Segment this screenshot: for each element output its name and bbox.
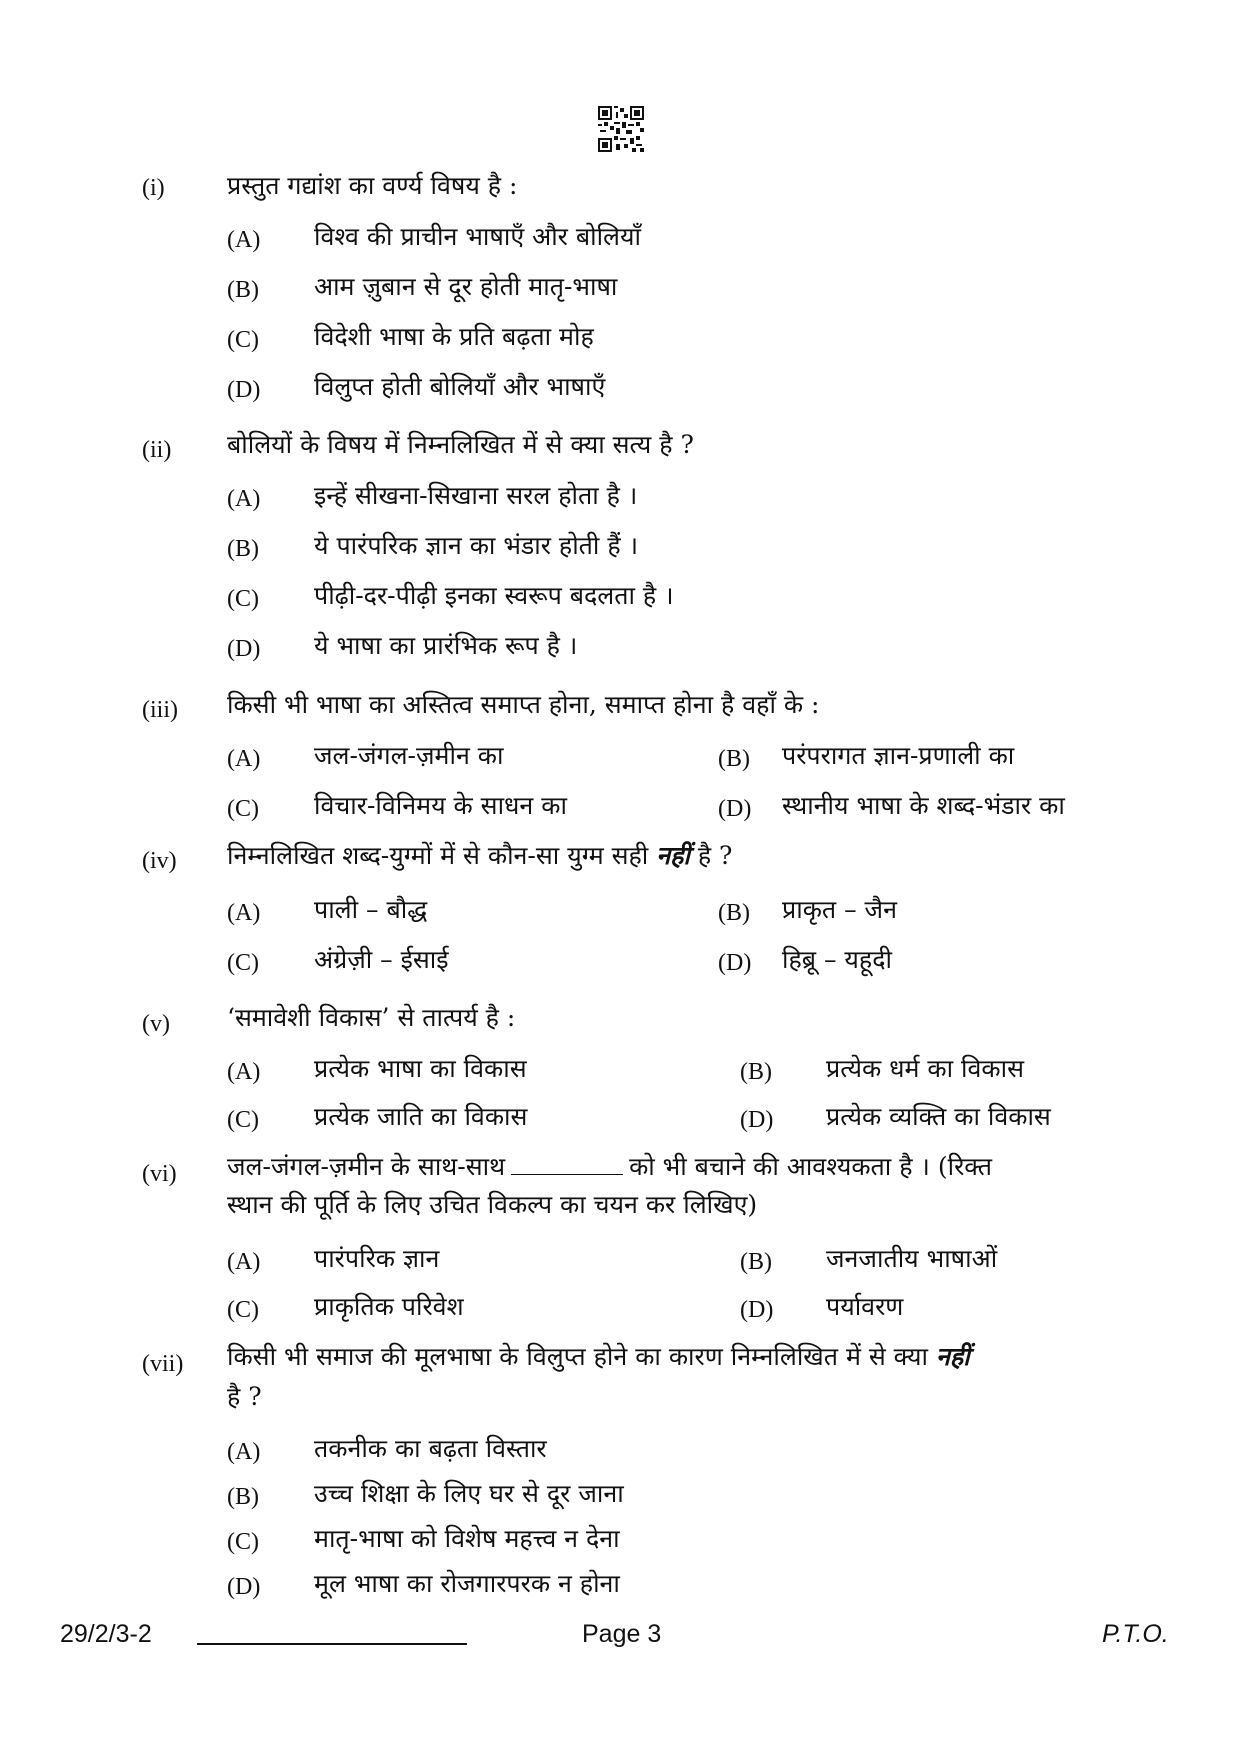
option-label: (C): [227, 1107, 259, 1133]
footer-divider: [197, 1643, 467, 1645]
question-stem-line2: है ?: [227, 1382, 262, 1411]
emphasis-not: नहीं: [935, 1342, 970, 1371]
question-number: (v): [142, 1011, 170, 1037]
option-label: (C): [227, 327, 259, 353]
option-text: जनजातीय भाषाओं: [826, 1244, 998, 1273]
option-text: आम ज़ुबान से दूर होती मातृ-भाषा: [314, 272, 618, 301]
option-label: (B): [718, 746, 750, 772]
question-number: (iv): [142, 848, 177, 874]
option-text: विचार-विनिमय के साधन का: [314, 791, 567, 820]
option-text: स्थानीय भाषा के शब्द-भंडार का: [782, 791, 1065, 820]
pto-note: P.T.O.: [1102, 1620, 1169, 1648]
option-text: मातृ-भाषा को विशेष महत्त्व न देना: [314, 1524, 620, 1553]
option-label: (B): [740, 1059, 772, 1085]
question-stem: किसी भी भाषा का अस्तित्व समाप्त होना, समाप्त होना है वहाँ के :: [227, 690, 820, 719]
option-label: (A): [227, 1059, 261, 1085]
option-text: परंपरागत ज्ञान-प्रणाली का: [782, 741, 1015, 770]
option-label: (B): [227, 536, 259, 562]
option-label: (A): [227, 1439, 261, 1465]
option-text: पाली – बौद्ध: [314, 895, 428, 924]
question-stem: निम्नलिखित शब्द-युग्मों में से कौन-सा युग्म सही नहीं है ?: [227, 841, 733, 870]
question-stem: प्रस्तुत गद्यांश का वर्ण्य विषय है :: [227, 171, 518, 200]
option-label: (A): [227, 900, 261, 926]
question-number: (i): [142, 175, 165, 201]
question-stem: जल-जंगल-ज़मीन के साथ-साथ को भी बचाने की आवश्यकता है । (रिक्त: [227, 1152, 992, 1181]
option-text: विदेशी भाषा के प्रति बढ़ता मोह: [314, 322, 594, 351]
option-text: ये पारंपरिक ज्ञान का भंडार होती हैं ।: [314, 531, 639, 560]
option-label: (A): [227, 1249, 261, 1275]
question-number: (vi): [142, 1161, 177, 1187]
option-text: मूल भाषा का रोजगारपरक न होना: [314, 1569, 620, 1598]
option-text: प्रत्येक भाषा का विकास: [314, 1054, 527, 1083]
option-label: (A): [227, 746, 261, 772]
option-text: ये भाषा का प्रारंभिक रूप है ।: [314, 631, 578, 660]
question-number: (vii): [142, 1351, 184, 1377]
option-text: प्राकृतिक परिवेश: [314, 1292, 464, 1321]
option-text: विलुप्त होती बोलियाँ और भाषाएँ: [314, 372, 606, 401]
page-number: Page 3: [582, 1620, 662, 1648]
option-text: विश्व की प्राचीन भाषाएँ और बोलियाँ: [314, 222, 641, 251]
option-label: (B): [718, 900, 750, 926]
option-label: (C): [227, 950, 259, 976]
option-text: हिब्रू – यहूदी: [782, 945, 892, 974]
question-stem: बोलियों के विषय में निम्नलिखित में से क्या सत्य है ?: [227, 430, 694, 459]
option-text: प्रत्येक धर्म का विकास: [826, 1054, 1024, 1083]
option-text: जल-जंगल-ज़मीन का: [314, 741, 504, 770]
option-text: अंग्रेज़ी – ईसाई: [314, 945, 449, 974]
option-label: (D): [740, 1297, 774, 1323]
option-label: (A): [227, 486, 261, 512]
option-label: (B): [227, 277, 259, 303]
paper-code: 29/2/3-2: [60, 1620, 152, 1648]
option-label: (B): [740, 1249, 772, 1275]
option-text: प्राकृत – जैन: [782, 895, 897, 924]
option-label: (D): [227, 636, 261, 662]
option-label: (A): [227, 227, 261, 253]
emphasis-not: नहीं: [656, 841, 690, 870]
fill-blank: [511, 1152, 623, 1175]
option-label: (C): [227, 1297, 259, 1323]
option-text: इन्हें सीखना-सिखाना सरल होता है ।: [314, 481, 638, 510]
question-stem: ‘समावेशी विकास’ से तात्पर्य है :: [227, 1003, 516, 1032]
option-text: प्रत्येक व्यक्ति का विकास: [826, 1102, 1051, 1131]
option-label: (D): [227, 1574, 261, 1600]
option-label: (C): [227, 586, 259, 612]
option-label: (C): [227, 796, 259, 822]
option-text: तकनीक का बढ़ता विस्तार: [314, 1434, 547, 1463]
option-label: (D): [718, 796, 752, 822]
option-text: पीढ़ी-दर-पीढ़ी इनका स्वरूप बदलता है ।: [314, 581, 674, 610]
question-stem: किसी भी समाज की मूलभाषा के विलुप्त होने का कारण निम्नलिखित में से क्या नहीं: [227, 1342, 970, 1371]
option-label: (D): [740, 1107, 774, 1133]
qr-code-icon: [598, 106, 644, 152]
option-label: (B): [227, 1484, 259, 1510]
option-text: पारंपरिक ज्ञान: [314, 1244, 440, 1273]
option-label: (D): [718, 950, 752, 976]
question-stem-line2: स्थान की पूर्ति के लिए उचित विकल्प का चयन कर लिखिए): [227, 1190, 758, 1219]
option-text: प्रत्येक जाति का विकास: [314, 1102, 528, 1131]
option-label: (D): [227, 377, 261, 403]
option-text: उच्च शिक्षा के लिए घर से दूर जाना: [314, 1479, 624, 1508]
option-label: (C): [227, 1529, 259, 1555]
question-number: (iii): [142, 697, 178, 723]
option-text: पर्यावरण: [826, 1292, 904, 1321]
question-number: (ii): [142, 437, 172, 463]
